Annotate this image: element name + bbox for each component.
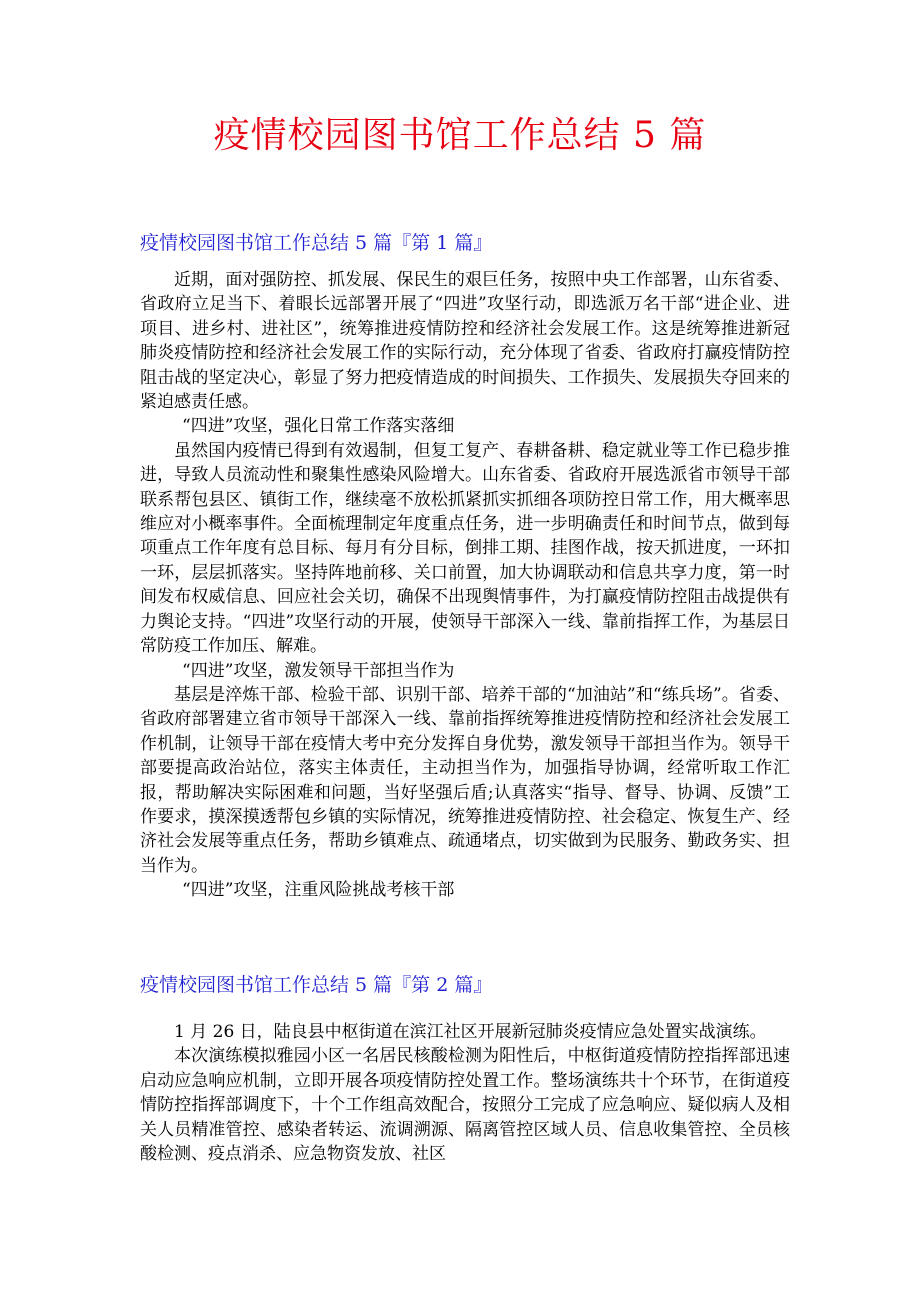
paragraph: 本次演练模拟雅园小区一名居民核酸检测为阳性后，中枢街道疫情防控指挥部迅速启动应急响应机制，立即开展各项疫情防控处置工作。整场演练共十个环节，在街道疫情防控指挥部调度下，十个工作组高效配合，按照分工完成了应急响应、疑似病人及相关人员精准管控、感染者转运、流调溯源、隔离管控区域人员、信息收集管控、全员核酸检测、疫点消杀、应急物资发放、社区 xyxy=(140,1046,790,1165)
section-heading-2: 疫情校园图书馆工作总结 5 篇『第 2 篇』 xyxy=(140,974,493,996)
document-title: 疫情校园图书馆工作总结 5 篇 xyxy=(213,115,707,156)
subheading: “四进”攻坚，激发领导干部担当作为 xyxy=(182,660,455,681)
section-body-1 xyxy=(140,268,790,903)
subheading: “四进”攻坚，强化日常工作落实落细 xyxy=(182,416,455,437)
section-heading-1: 疫情校园图书馆工作总结 5 篇『第 1 篇』 xyxy=(140,232,493,254)
paragraph: 虽然国内疫情已得到有效遏制，但复工复产、春耕备耕、稳定就业等工作已稳步推进，导致人员流动性和聚集性感染风险增大。山东省委、省政府开展选派省市领导干部联系帮包县区、镇街工作，继续毫不放松抓紧抓实抓细各项防控日常工作，用大概率思维应对小概率事件。全面梳理制定年度重点任务，进一步明确责任和时间节点，做到每项重点工作年度有总目标、每月有分目标，倒排工期、挂图作战，按天抓进度，一环扣一环，层层抓落实。坚持阵地前移、关口前置，加大协调联动和信息共享力度，第一时间发布权威信息、回应社会关切，确保不出现舆情事件，为打赢疫情防控阻击战提供有力舆论支持。“四进”攻坚行动的开展，使领导干部深入一线、靠前指挥工作，为基层日常防疫工作加压、解难。 xyxy=(140,440,790,657)
paragraph: 1 月 26 日，陆良县中枢街道在滨江社区开展新冠肺炎疫情应急处置实战演练。 xyxy=(174,1022,767,1042)
subheading: “四进”攻坚，注重风险挑战考核干部 xyxy=(182,880,455,901)
paragraph: 近期，面对强防控、抓发展、保民生的艰巨任务，按照中央工作部署，山东省委、省政府立足当下、着眼长远部署开展了“四进”攻坚行动，即选派万名干部“进企业、进项目、进乡村、进社区”，统筹推进疫情防控和经济社会发展工作。这是统筹推进新冠肺炎疫情防控和经济社会发展工作的实际行动，充分体现了省委、省政府打赢疫情防控阻击战的坚定决心，彰显了努力把疫情造成的时间损失、工作损失、发展损失夺回来的紧迫感责任感。 xyxy=(140,270,790,413)
section-body-2 xyxy=(140,1020,790,1166)
paragraph: 基层是淬炼干部、检验干部、识别干部、培养干部的“加油站”和“练兵场”。省委、省政府部署建立省市领导干部深入一线、靠前指挥统筹推进疫情防控和经济社会发展工作机制，让领导干部在疫情大考中充分发挥自身优势，激发领导干部担当作为。领导干部要提高政治站位，落实主体责任，主动担当作为，加强指导协调，经常听取工作汇报，帮助解决实际困难和问题，当好坚强后盾;认真落实“指导、督导、协调、反馈”工作要求，摸深摸透帮包乡镇的实际情况，统筹推进疫情防控、社会稳定、恢复生产、经济社会发展等重点任务，帮助乡镇难点、疏通堵点，切实做到为民服务、勤政务实、担当作为。 xyxy=(140,684,790,876)
